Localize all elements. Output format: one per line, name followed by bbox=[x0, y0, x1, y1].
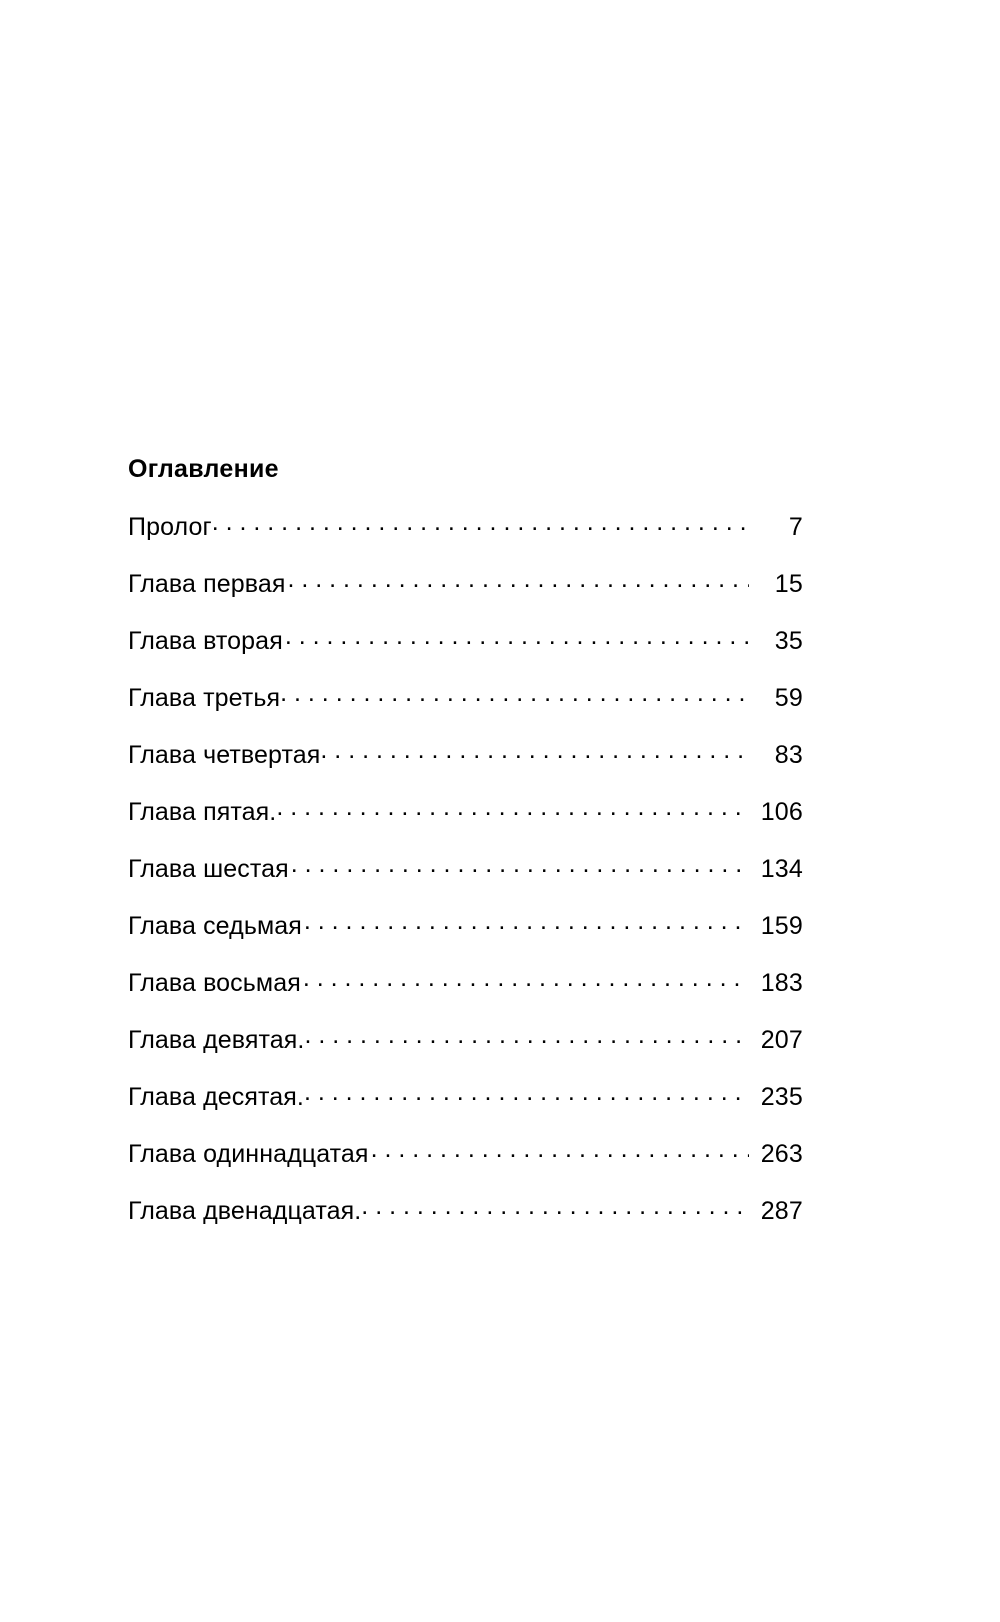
toc-leader-dots bbox=[304, 1023, 749, 1048]
toc-leader-dots bbox=[276, 795, 749, 820]
toc-entry-page-number: 106 bbox=[760, 798, 803, 826]
toc-entry[interactable] bbox=[128, 852, 803, 882]
toc-entry-page-number: 287 bbox=[760, 1197, 803, 1225]
toc-entry-page-number: 263 bbox=[760, 1140, 803, 1168]
table-of-contents bbox=[128, 455, 803, 1251]
toc-entry-page-number: 7 bbox=[788, 513, 803, 541]
toc-entry[interactable] bbox=[128, 1080, 803, 1110]
toc-entry[interactable] bbox=[128, 510, 803, 540]
toc-entry-page-number: 15 bbox=[774, 570, 803, 598]
toc-entry-label: Глава четвертая bbox=[128, 741, 321, 769]
toc-leader-dots bbox=[291, 852, 749, 877]
toc-leader-dots bbox=[304, 1080, 749, 1105]
toc-entry-label: Глава десятая. bbox=[128, 1083, 304, 1111]
toc-entry-page-number: 183 bbox=[760, 969, 803, 997]
toc-entry[interactable] bbox=[128, 909, 803, 939]
toc-entry[interactable] bbox=[128, 738, 803, 768]
toc-entry-label: Глава шестая bbox=[128, 855, 289, 883]
toc-entry-page-number: 83 bbox=[774, 741, 803, 769]
toc-entry-label: Глава вторая bbox=[128, 627, 283, 655]
toc-entry-page-number: 134 bbox=[760, 855, 803, 883]
toc-leader-dots bbox=[303, 966, 749, 991]
toc-entry[interactable] bbox=[128, 1023, 803, 1053]
toc-entry-label: Глава седьмая bbox=[128, 912, 302, 940]
toc-entry-label: Пролог bbox=[128, 513, 212, 541]
toc-entry-label: Глава девятая. bbox=[128, 1026, 305, 1054]
toc-entry-page-number: 159 bbox=[760, 912, 803, 940]
toc-entry[interactable] bbox=[128, 681, 803, 711]
toc-entry-label: Глава восьмая bbox=[128, 969, 301, 997]
toc-leader-dots bbox=[280, 681, 749, 706]
toc-entry-label: Глава одиннадцатая bbox=[128, 1140, 369, 1168]
toc-entry-label: Глава третья bbox=[128, 684, 281, 712]
toc-entry-label: Глава двенадцатая. bbox=[128, 1197, 362, 1225]
toc-leader-dots bbox=[361, 1194, 749, 1219]
toc-entry-page-number: 59 bbox=[774, 684, 803, 712]
toc-entry-page-number: 207 bbox=[760, 1026, 803, 1054]
toc-entry-label: Глава пятая. bbox=[128, 798, 277, 826]
toc-leader-dots bbox=[304, 909, 749, 934]
toc-entry-page-number: 235 bbox=[760, 1083, 803, 1111]
toc-entry[interactable] bbox=[128, 966, 803, 996]
toc-entry[interactable] bbox=[128, 795, 803, 825]
toc-entry[interactable] bbox=[128, 567, 803, 597]
toc-entry[interactable] bbox=[128, 1194, 803, 1224]
toc-leader-dots bbox=[285, 624, 749, 649]
page-title: Оглавление bbox=[128, 455, 279, 483]
toc-entry[interactable] bbox=[128, 1137, 803, 1167]
toc-entry[interactable] bbox=[128, 624, 803, 654]
toc-list bbox=[128, 510, 803, 1224]
toc-leader-dots bbox=[320, 738, 749, 763]
toc-entry-page-number: 35 bbox=[774, 627, 803, 655]
toc-leader-dots bbox=[371, 1137, 749, 1162]
toc-leader-dots bbox=[212, 510, 749, 535]
toc-leader-dots bbox=[287, 567, 749, 592]
toc-entry-label: Глава первая bbox=[128, 570, 286, 598]
